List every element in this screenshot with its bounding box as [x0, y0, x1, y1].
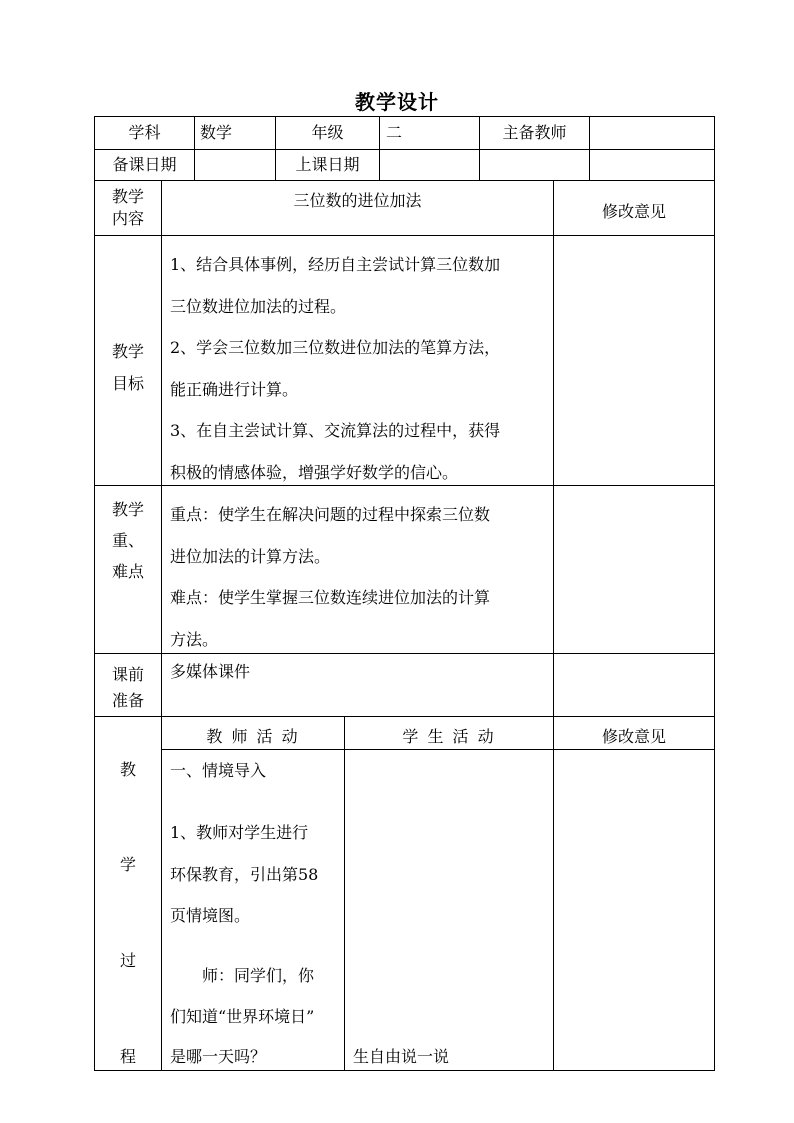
- process-side-char: 程: [119, 1047, 136, 1066]
- preparation-label-line: 课前: [111, 665, 144, 684]
- table-border: [94, 180, 715, 181]
- objectives-label-line: 目标: [111, 374, 144, 393]
- table-border: [589, 116, 590, 180]
- lead-teacher-label: 主备教师: [502, 123, 567, 142]
- content-label-line: 教学: [111, 187, 144, 206]
- content-value: 三位数的进位加法: [293, 191, 422, 210]
- teacher-activity-header: 教 师 活 动: [206, 727, 300, 746]
- key-point-line: 重点：使学生在解决问题的过程中探索三位数: [170, 505, 491, 524]
- teacher-line: 页情境图。: [170, 906, 251, 925]
- table-border: [94, 116, 95, 1071]
- key-point-line: 进位加法的计算方法。: [170, 546, 331, 566]
- subject-value: 数学: [200, 123, 233, 142]
- subject-label: 学科: [128, 123, 161, 142]
- student-activity-text: 生自由说一说: [353, 1047, 450, 1066]
- preparation-label: [95, 662, 161, 714]
- student-activity-header: 学 生 活 动: [402, 727, 496, 746]
- preparation-value: 多媒体课件: [170, 662, 251, 681]
- teacher-line: 是哪一天吗？: [170, 1047, 267, 1066]
- objective-line: 3、在自主尝试计算、交流算法的过程中，获得: [170, 421, 501, 441]
- page-title: 教学设计: [355, 90, 439, 114]
- objective-line: 能正确进行计算。: [170, 379, 299, 399]
- table-border: [94, 235, 715, 236]
- objective-line: 积极的情感体验，增强学好数学的信心。: [170, 462, 459, 482]
- process-side-char: 过: [119, 951, 136, 970]
- process-revision-header: 修改意见: [601, 727, 666, 746]
- teacher-line: 环保教育，引出第58: [170, 865, 319, 884]
- content-label: [95, 186, 161, 230]
- key-point-line: 难点：使学生掌握三位数连续进位加法的计算: [170, 588, 491, 608]
- key-points-label-line: 教学: [111, 500, 144, 519]
- key-points-label-line: 难点: [111, 562, 144, 581]
- revision-label: 修改意见: [601, 202, 666, 221]
- table-border: [161, 180, 162, 1071]
- table-border: [94, 116, 715, 117]
- teacher-line: 们知道“世界环境日”: [170, 1007, 315, 1026]
- objectives-label: [95, 336, 161, 400]
- table-border: [94, 716, 715, 717]
- content-label-line: 内容: [111, 209, 144, 228]
- key-points-label: [95, 494, 161, 587]
- table-border: [714, 116, 715, 1071]
- table-border: [161, 749, 715, 750]
- grade-label: 年级: [311, 123, 344, 142]
- preparation-label-line: 准备: [111, 691, 144, 710]
- objective-line: 三位数进位加法的过程。: [170, 296, 347, 316]
- objectives-label-line: 教学: [111, 342, 144, 361]
- key-point-line: 方法。: [170, 629, 219, 649]
- teacher-line: 师：同学们，你: [202, 966, 315, 985]
- table-border: [94, 149, 715, 150]
- teacher-line: 1、教师对学生进行: [170, 823, 309, 842]
- grade-value: 二: [386, 123, 403, 142]
- table-border: [194, 116, 195, 180]
- process-side-char: 教: [119, 760, 136, 779]
- key-points-text: [170, 494, 553, 660]
- key-points-label-line: 重、: [111, 531, 144, 550]
- prep-date-label: 备课日期: [112, 155, 177, 174]
- process-side-char: 学: [119, 855, 136, 874]
- table-border: [344, 716, 345, 1071]
- teacher-line: 一、情境导入: [170, 761, 267, 780]
- table-border: [379, 116, 380, 180]
- objectives-text: [170, 244, 553, 494]
- objective-line: 2、学会三位数加三位数进位加法的笔算方法，: [170, 338, 501, 358]
- table-border: [553, 180, 554, 1071]
- objective-line: 1、结合具体事例，经历自主尝试计算三位数加: [170, 255, 501, 274]
- class-date-label: 上课日期: [295, 155, 360, 174]
- table-border: [94, 1070, 715, 1071]
